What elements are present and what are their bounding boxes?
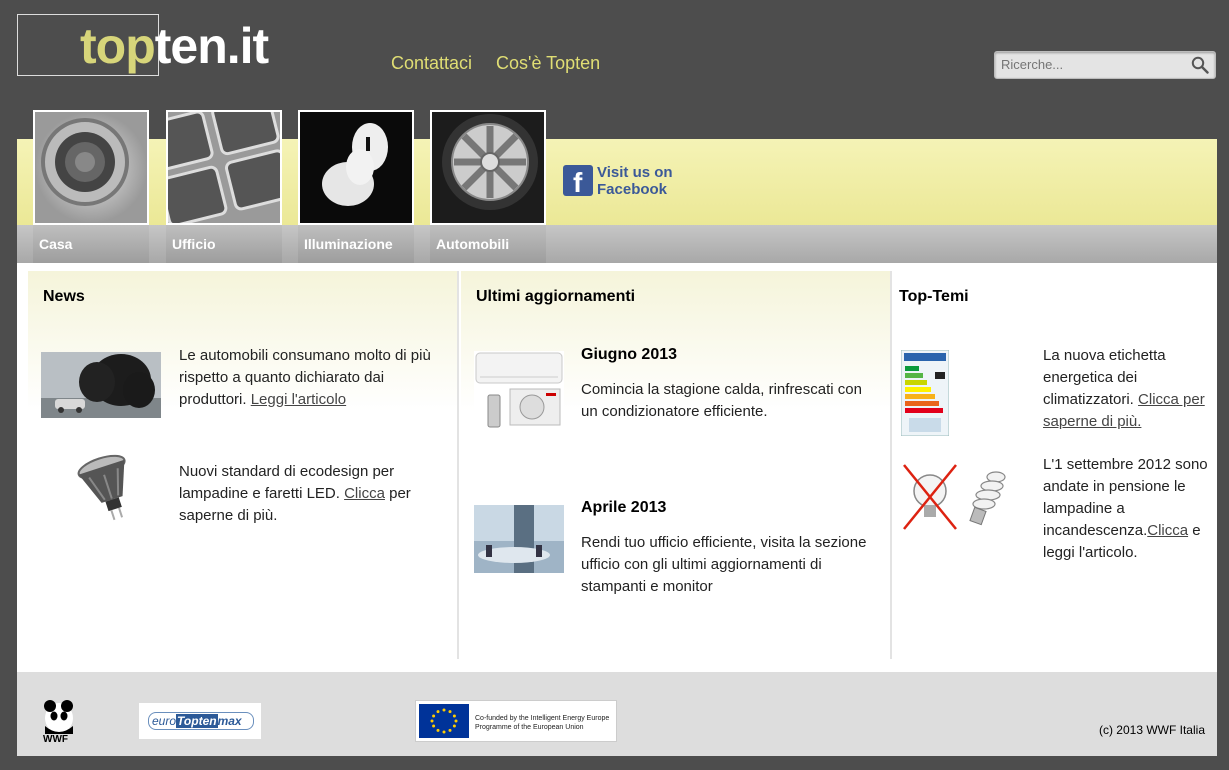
topic-item: La nuova etichetta energetica dei climatizzatori. Clicca per saperne di più.	[1043, 347, 1205, 430]
cars-balloon-image	[41, 352, 161, 418]
wwf-label: WWF	[43, 734, 68, 745]
copyright-text: (c) 2013 WWF Italia	[1098, 723, 1205, 737]
category-label: Casa	[39, 236, 73, 252]
topics-title: Top-Temi	[899, 288, 969, 305]
main-content	[17, 263, 1217, 672]
news-column	[28, 271, 459, 659]
search-input[interactable]	[1001, 55, 1176, 73]
about-topten-link[interactable]: Cos'è Topten	[496, 53, 601, 73]
click-link[interactable]: Clicca	[1147, 522, 1189, 539]
bulbs-image	[900, 463, 1020, 535]
category-automobili[interactable]	[430, 110, 546, 263]
update-date: Aprile 2013	[581, 499, 667, 516]
category-label: Ufficio	[172, 236, 216, 252]
search-icon[interactable]	[1191, 56, 1209, 74]
washing-machine-icon	[33, 110, 149, 225]
category-label: Illuminazione	[304, 236, 393, 252]
eu-cofunded-logo[interactable]: Co-funded by the Intelligent Energy Europe Programme of the European Union	[415, 700, 617, 742]
wwf-logo[interactable]	[41, 698, 77, 746]
news-item: Le automobili consumano molto di più rispetto a quanto dichiarato dai produttori. Leggi l'articolo	[179, 347, 431, 408]
led-spotlight-image	[76, 454, 142, 526]
update-date: Giugno 2013	[581, 346, 678, 363]
office-image	[474, 505, 564, 573]
news-item: Nuovi standard di ecodesign per lampadine e faretti LED. Clicca per saperne di più.	[179, 463, 411, 524]
search-box	[994, 51, 1216, 79]
click-link[interactable]: Clicca	[344, 485, 385, 502]
updates-title: Ultimi aggiornamenti	[476, 288, 636, 305]
keyboard-icon	[166, 110, 282, 225]
category-ufficio[interactable]	[166, 110, 282, 263]
footer	[17, 672, 1217, 756]
logo-text: topten.it	[80, 18, 269, 74]
eu-flag-icon	[419, 704, 469, 738]
update-item: Aprile 2013 Rendi tuo ufficio efficiente, visita la sezione ufficio con gli ultimi aggiornamenti di stampanti e monitor	[581, 497, 871, 598]
news-title: News	[43, 288, 85, 305]
facebook-link[interactable]: f Visit us on Facebook	[563, 164, 693, 200]
category-illuminazione[interactable]	[298, 110, 414, 263]
eurotopten-max-logo[interactable]: euroToptenmax	[139, 703, 261, 739]
category-label: Automobili	[436, 236, 510, 252]
read-article-link[interactable]: Leggi l'articolo	[250, 391, 347, 408]
category-casa[interactable]	[33, 110, 149, 263]
update-item: Giugno 2013 Comincia la stagione calda, rinfrescati con un condizionatore efficiente.	[581, 344, 871, 423]
air-conditioner-image	[474, 351, 564, 431]
topics-column	[894, 271, 1214, 659]
light-switch-icon	[298, 110, 414, 225]
click-learn-more-link[interactable]: Clicca per saperne di più.	[1043, 391, 1205, 430]
car-wheel-icon	[430, 110, 546, 225]
panda-icon	[41, 698, 77, 734]
topic-item: L'1 settembre 2012 sono andate in pensione le lampadine a incandescenza.Clicca e leggi l'articolo.	[1043, 456, 1208, 561]
facebook-icon: f	[563, 165, 593, 196]
contact-link[interactable]: Contattaci	[391, 53, 473, 73]
energy-label-image	[901, 350, 949, 436]
topten-logo[interactable]	[17, 14, 287, 76]
updates-column	[461, 271, 892, 659]
